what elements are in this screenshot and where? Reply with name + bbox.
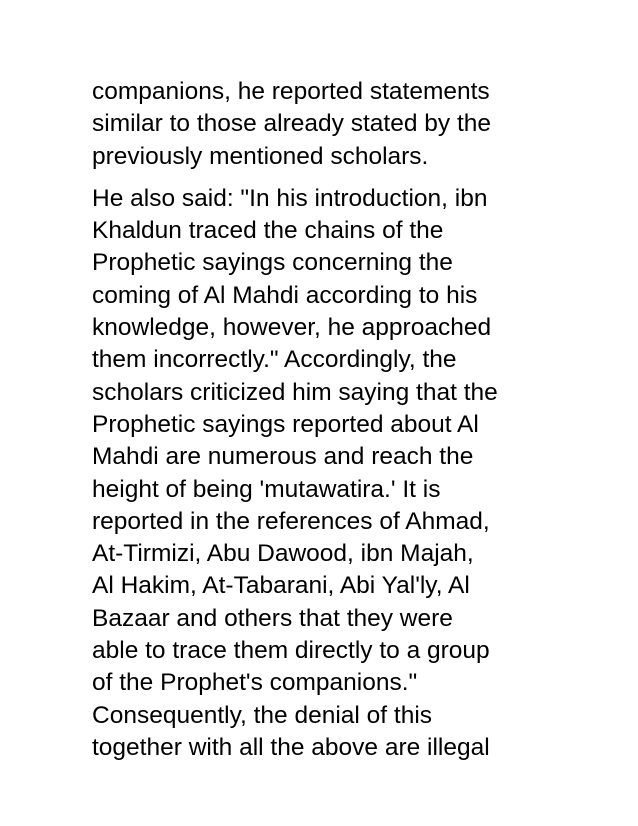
text-line: Bazaar and others that they were bbox=[92, 604, 453, 632]
text-line: Al Hakim, At-Tabarani, Abi Yal'ly, Al bbox=[92, 572, 470, 600]
text-line: knowledge, however, he approached bbox=[92, 314, 492, 342]
text-line: them incorrectly." Accordingly, the bbox=[92, 346, 457, 374]
text-line: Consequently, the denial of this bbox=[92, 701, 433, 729]
text-line: able to trace them directly to a group bbox=[92, 637, 490, 665]
text-line: He also said: "In his introduction, ibn bbox=[92, 184, 488, 212]
text-line: Khaldun traced the chains of the bbox=[92, 217, 444, 245]
text-line: similar to those already stated by the bbox=[92, 110, 492, 138]
paragraph-1 bbox=[92, 76, 552, 173]
text-line: of the Prophet's companions." bbox=[92, 669, 418, 697]
paragraph-2 bbox=[92, 183, 552, 764]
text-line: Prophetic sayings concerning the bbox=[92, 249, 453, 277]
text-line: coming of Al Mahdi according to his bbox=[92, 281, 478, 309]
text-line: Prophetic sayings reported about Al bbox=[92, 410, 479, 438]
text-line: scholars criticized him saying that the bbox=[92, 378, 498, 406]
text-line: previously mentioned scholars. bbox=[92, 142, 429, 170]
text-line: Mahdi are numerous and reach the bbox=[92, 443, 474, 471]
text-line: together with all the above are illegal bbox=[92, 733, 490, 761]
text-line: height of being 'mutawatira.' It is bbox=[92, 475, 441, 503]
text-line: reported in the references of Ahmad, bbox=[92, 507, 490, 535]
text-line: At-Tirmizi, Abu Dawood, ibn Majah, bbox=[92, 540, 474, 568]
text-line: companions, he reported statements bbox=[92, 78, 490, 105]
body-text bbox=[92, 76, 552, 764]
